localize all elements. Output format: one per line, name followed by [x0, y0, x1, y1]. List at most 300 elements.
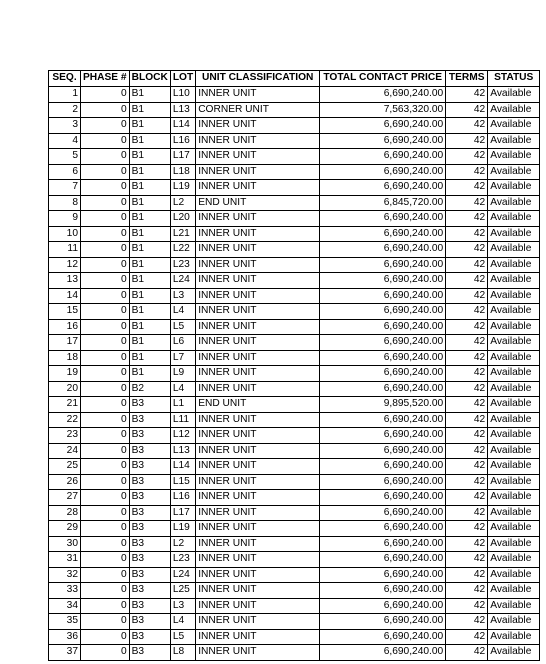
cell-seq: 15 — [49, 304, 81, 320]
cell-status: Available — [488, 257, 540, 273]
cell-phase: 0 — [81, 598, 130, 614]
header-unit-classification: UNIT CLASSIFICATION — [196, 71, 320, 87]
cell-block: B3 — [129, 459, 170, 475]
cell-seq: 36 — [49, 629, 81, 645]
cell-seq: 24 — [49, 443, 81, 459]
cell-terms: 42 — [446, 459, 488, 475]
cell-total-contact-price: 6,690,240.00 — [320, 164, 446, 180]
cell-phase: 0 — [81, 87, 130, 103]
cell-seq: 32 — [49, 567, 81, 583]
cell-total-contact-price: 6,690,240.00 — [320, 319, 446, 335]
cell-status: Available — [488, 629, 540, 645]
cell-terms: 42 — [446, 211, 488, 227]
cell-terms: 42 — [446, 288, 488, 304]
cell-terms: 42 — [446, 87, 488, 103]
cell-lot: L1 — [170, 397, 195, 413]
cell-total-contact-price: 6,690,240.00 — [320, 257, 446, 273]
cell-total-contact-price: 6,690,240.00 — [320, 645, 446, 661]
cell-terms: 42 — [446, 304, 488, 320]
cell-block: B3 — [129, 629, 170, 645]
cell-total-contact-price: 6,690,240.00 — [320, 459, 446, 475]
cell-phase: 0 — [81, 412, 130, 428]
cell-lot: L4 — [170, 381, 195, 397]
header-total-contact-price: TOTAL CONTACT PRICE — [320, 71, 446, 87]
cell-unit-classification: INNER UNIT — [196, 257, 320, 273]
cell-phase: 0 — [81, 490, 130, 506]
cell-total-contact-price: 6,690,240.00 — [320, 629, 446, 645]
cell-lot: L20 — [170, 211, 195, 227]
cell-block: B3 — [129, 614, 170, 630]
cell-seq: 18 — [49, 350, 81, 366]
cell-lot: L24 — [170, 567, 195, 583]
cell-status: Available — [488, 583, 540, 599]
cell-unit-classification: INNER UNIT — [196, 335, 320, 351]
header-lot: LOT — [170, 71, 195, 87]
cell-block: B3 — [129, 490, 170, 506]
table-row — [49, 521, 540, 537]
cell-terms: 42 — [446, 149, 488, 165]
cell-status: Available — [488, 366, 540, 382]
cell-phase: 0 — [81, 505, 130, 521]
cell-lot: L18 — [170, 164, 195, 180]
cell-total-contact-price: 6,690,240.00 — [320, 614, 446, 630]
cell-terms: 42 — [446, 397, 488, 413]
cell-phase: 0 — [81, 102, 130, 118]
header-phase: PHASE # — [81, 71, 130, 87]
cell-phase: 0 — [81, 226, 130, 242]
cell-unit-classification: INNER UNIT — [196, 180, 320, 196]
cell-block: B3 — [129, 598, 170, 614]
cell-seq: 2 — [49, 102, 81, 118]
cell-lot: L6 — [170, 335, 195, 351]
header-status: STATUS — [488, 71, 540, 87]
cell-seq: 14 — [49, 288, 81, 304]
cell-status: Available — [488, 102, 540, 118]
cell-status: Available — [488, 226, 540, 242]
cell-total-contact-price: 6,690,240.00 — [320, 87, 446, 103]
cell-unit-classification: CORNER UNIT — [196, 102, 320, 118]
table-row — [49, 149, 540, 165]
table-row — [49, 118, 540, 134]
cell-status: Available — [488, 459, 540, 475]
cell-status: Available — [488, 381, 540, 397]
cell-phase: 0 — [81, 536, 130, 552]
table-row — [49, 505, 540, 521]
header-terms: TERMS — [446, 71, 488, 87]
cell-phase: 0 — [81, 118, 130, 134]
cell-seq: 10 — [49, 226, 81, 242]
cell-status: Available — [488, 319, 540, 335]
cell-terms: 42 — [446, 567, 488, 583]
cell-total-contact-price: 6,690,240.00 — [320, 443, 446, 459]
table-row — [49, 180, 540, 196]
cell-seq: 26 — [49, 474, 81, 490]
cell-total-contact-price: 6,690,240.00 — [320, 133, 446, 149]
cell-lot: L16 — [170, 133, 195, 149]
cell-lot: L19 — [170, 180, 195, 196]
cell-lot: L23 — [170, 552, 195, 568]
cell-seq: 27 — [49, 490, 81, 506]
cell-status: Available — [488, 335, 540, 351]
cell-total-contact-price: 9,895,520.00 — [320, 397, 446, 413]
cell-status: Available — [488, 273, 540, 289]
cell-total-contact-price: 6,690,240.00 — [320, 335, 446, 351]
cell-terms: 42 — [446, 552, 488, 568]
cell-phase: 0 — [81, 180, 130, 196]
cell-block: B1 — [129, 195, 170, 211]
cell-lot: L15 — [170, 474, 195, 490]
cell-unit-classification: INNER UNIT — [196, 164, 320, 180]
cell-lot: L14 — [170, 459, 195, 475]
cell-unit-classification: INNER UNIT — [196, 598, 320, 614]
cell-status: Available — [488, 87, 540, 103]
cell-block: B1 — [129, 288, 170, 304]
cell-phase: 0 — [81, 521, 130, 537]
header-row — [49, 71, 540, 87]
cell-terms: 42 — [446, 645, 488, 661]
cell-terms: 42 — [446, 335, 488, 351]
cell-block: B1 — [129, 257, 170, 273]
table-row — [49, 164, 540, 180]
cell-seq: 30 — [49, 536, 81, 552]
cell-terms: 42 — [446, 629, 488, 645]
cell-phase: 0 — [81, 645, 130, 661]
cell-total-contact-price: 6,690,240.00 — [320, 273, 446, 289]
cell-lot: L4 — [170, 614, 195, 630]
price-list-sheet — [48, 70, 540, 661]
cell-status: Available — [488, 350, 540, 366]
table-row — [49, 195, 540, 211]
cell-block: B3 — [129, 567, 170, 583]
cell-seq: 9 — [49, 211, 81, 227]
table-row — [49, 319, 540, 335]
table-row — [49, 226, 540, 242]
cell-status: Available — [488, 614, 540, 630]
table-row — [49, 598, 540, 614]
price-list-table — [48, 70, 540, 661]
cell-lot: L12 — [170, 428, 195, 444]
cell-total-contact-price: 6,690,240.00 — [320, 505, 446, 521]
cell-block: B1 — [129, 87, 170, 103]
cell-lot: L19 — [170, 521, 195, 537]
cell-unit-classification: INNER UNIT — [196, 443, 320, 459]
cell-phase: 0 — [81, 149, 130, 165]
table-row — [49, 304, 540, 320]
table-row — [49, 273, 540, 289]
cell-terms: 42 — [446, 242, 488, 258]
table-row — [49, 412, 540, 428]
cell-block: B1 — [129, 149, 170, 165]
cell-seq: 23 — [49, 428, 81, 444]
cell-seq: 4 — [49, 133, 81, 149]
cell-unit-classification: INNER UNIT — [196, 474, 320, 490]
header-seq: SEQ. — [49, 71, 81, 87]
cell-terms: 42 — [446, 428, 488, 444]
cell-total-contact-price: 6,690,240.00 — [320, 474, 446, 490]
cell-block: B1 — [129, 319, 170, 335]
table-row — [49, 242, 540, 258]
table-body — [49, 87, 540, 661]
cell-status: Available — [488, 397, 540, 413]
cell-block: B3 — [129, 412, 170, 428]
cell-lot: L22 — [170, 242, 195, 258]
cell-unit-classification: INNER UNIT — [196, 381, 320, 397]
cell-block: B1 — [129, 242, 170, 258]
cell-seq: 35 — [49, 614, 81, 630]
cell-terms: 42 — [446, 412, 488, 428]
cell-block: B1 — [129, 133, 170, 149]
cell-block: B1 — [129, 118, 170, 134]
cell-phase: 0 — [81, 614, 130, 630]
cell-block: B1 — [129, 211, 170, 227]
cell-status: Available — [488, 304, 540, 320]
cell-unit-classification: INNER UNIT — [196, 629, 320, 645]
table-row — [49, 629, 540, 645]
cell-unit-classification: END UNIT — [196, 195, 320, 211]
cell-total-contact-price: 6,690,240.00 — [320, 118, 446, 134]
cell-seq: 1 — [49, 87, 81, 103]
cell-unit-classification: END UNIT — [196, 397, 320, 413]
cell-block: B3 — [129, 583, 170, 599]
cell-status: Available — [488, 645, 540, 661]
cell-lot: L3 — [170, 598, 195, 614]
cell-block: B1 — [129, 226, 170, 242]
cell-status: Available — [488, 195, 540, 211]
cell-seq: 5 — [49, 149, 81, 165]
cell-seq: 19 — [49, 366, 81, 382]
cell-phase: 0 — [81, 443, 130, 459]
cell-seq: 6 — [49, 164, 81, 180]
cell-block: B3 — [129, 536, 170, 552]
cell-seq: 28 — [49, 505, 81, 521]
cell-phase: 0 — [81, 164, 130, 180]
cell-lot: L11 — [170, 412, 195, 428]
table-row — [49, 428, 540, 444]
cell-block: B1 — [129, 180, 170, 196]
cell-terms: 42 — [446, 226, 488, 242]
cell-terms: 42 — [446, 598, 488, 614]
cell-terms: 42 — [446, 583, 488, 599]
cell-phase: 0 — [81, 397, 130, 413]
cell-unit-classification: INNER UNIT — [196, 614, 320, 630]
cell-unit-classification: INNER UNIT — [196, 133, 320, 149]
cell-total-contact-price: 6,690,240.00 — [320, 412, 446, 428]
cell-terms: 42 — [446, 490, 488, 506]
cell-seq: 20 — [49, 381, 81, 397]
cell-block: B3 — [129, 552, 170, 568]
cell-block: B3 — [129, 474, 170, 490]
cell-unit-classification: INNER UNIT — [196, 242, 320, 258]
table-row — [49, 645, 540, 661]
cell-seq: 33 — [49, 583, 81, 599]
cell-lot: L2 — [170, 536, 195, 552]
cell-seq: 7 — [49, 180, 81, 196]
cell-terms: 42 — [446, 257, 488, 273]
cell-phase: 0 — [81, 195, 130, 211]
cell-block: B1 — [129, 164, 170, 180]
cell-status: Available — [488, 164, 540, 180]
cell-unit-classification: INNER UNIT — [196, 273, 320, 289]
cell-lot: L2 — [170, 195, 195, 211]
table-row — [49, 257, 540, 273]
cell-status: Available — [488, 428, 540, 444]
cell-status: Available — [488, 118, 540, 134]
cell-total-contact-price: 6,690,240.00 — [320, 490, 446, 506]
cell-terms: 42 — [446, 319, 488, 335]
cell-block: B3 — [129, 521, 170, 537]
table-row — [49, 536, 540, 552]
table-row — [49, 133, 540, 149]
table-row — [49, 397, 540, 413]
cell-seq: 31 — [49, 552, 81, 568]
cell-terms: 42 — [446, 180, 488, 196]
cell-phase: 0 — [81, 288, 130, 304]
cell-status: Available — [488, 211, 540, 227]
cell-phase: 0 — [81, 428, 130, 444]
cell-unit-classification: INNER UNIT — [196, 288, 320, 304]
cell-phase: 0 — [81, 319, 130, 335]
cell-unit-classification: INNER UNIT — [196, 521, 320, 537]
cell-terms: 42 — [446, 102, 488, 118]
cell-total-contact-price: 6,690,240.00 — [320, 521, 446, 537]
cell-terms: 42 — [446, 366, 488, 382]
cell-terms: 42 — [446, 474, 488, 490]
cell-total-contact-price: 6,690,240.00 — [320, 552, 446, 568]
cell-lot: L9 — [170, 366, 195, 382]
cell-block: B1 — [129, 335, 170, 351]
cell-terms: 42 — [446, 133, 488, 149]
cell-seq: 25 — [49, 459, 81, 475]
cell-terms: 42 — [446, 521, 488, 537]
cell-phase: 0 — [81, 350, 130, 366]
table-row — [49, 443, 540, 459]
cell-lot: L25 — [170, 583, 195, 599]
table-row — [49, 552, 540, 568]
cell-total-contact-price: 7,563,320.00 — [320, 102, 446, 118]
table-row — [49, 459, 540, 475]
cell-unit-classification: INNER UNIT — [196, 490, 320, 506]
cell-phase: 0 — [81, 366, 130, 382]
cell-unit-classification: INNER UNIT — [196, 428, 320, 444]
cell-status: Available — [488, 149, 540, 165]
cell-unit-classification: INNER UNIT — [196, 459, 320, 475]
cell-phase: 0 — [81, 304, 130, 320]
table-row — [49, 87, 540, 103]
header-block: BLOCK — [129, 71, 170, 87]
cell-terms: 42 — [446, 350, 488, 366]
cell-phase: 0 — [81, 133, 130, 149]
table-row — [49, 614, 540, 630]
cell-total-contact-price: 6,690,240.00 — [320, 381, 446, 397]
cell-status: Available — [488, 598, 540, 614]
cell-lot: L10 — [170, 87, 195, 103]
cell-block: B3 — [129, 645, 170, 661]
cell-unit-classification: INNER UNIT — [196, 350, 320, 366]
cell-status: Available — [488, 133, 540, 149]
cell-unit-classification: INNER UNIT — [196, 645, 320, 661]
cell-status: Available — [488, 552, 540, 568]
cell-unit-classification: INNER UNIT — [196, 304, 320, 320]
table-row — [49, 288, 540, 304]
cell-lot: L24 — [170, 273, 195, 289]
cell-lot: L4 — [170, 304, 195, 320]
cell-status: Available — [488, 180, 540, 196]
cell-lot: L8 — [170, 645, 195, 661]
cell-status: Available — [488, 412, 540, 428]
cell-seq: 8 — [49, 195, 81, 211]
cell-lot: L13 — [170, 102, 195, 118]
cell-total-contact-price: 6,690,240.00 — [320, 598, 446, 614]
cell-lot: L14 — [170, 118, 195, 134]
cell-unit-classification: INNER UNIT — [196, 583, 320, 599]
cell-total-contact-price: 6,690,240.00 — [320, 288, 446, 304]
cell-terms: 42 — [446, 381, 488, 397]
table-row — [49, 335, 540, 351]
cell-status: Available — [488, 474, 540, 490]
cell-block: B1 — [129, 273, 170, 289]
cell-total-contact-price: 6,690,240.00 — [320, 149, 446, 165]
cell-phase: 0 — [81, 629, 130, 645]
table-row — [49, 583, 540, 599]
cell-seq: 12 — [49, 257, 81, 273]
cell-total-contact-price: 6,690,240.00 — [320, 242, 446, 258]
cell-terms: 42 — [446, 164, 488, 180]
cell-status: Available — [488, 242, 540, 258]
table-row — [49, 211, 540, 227]
cell-lot: L3 — [170, 288, 195, 304]
cell-terms: 42 — [446, 195, 488, 211]
cell-status: Available — [488, 490, 540, 506]
cell-unit-classification: INNER UNIT — [196, 118, 320, 134]
cell-total-contact-price: 6,845,720.00 — [320, 195, 446, 211]
table-row — [49, 474, 540, 490]
cell-block: B3 — [129, 505, 170, 521]
cell-phase: 0 — [81, 257, 130, 273]
cell-phase: 0 — [81, 242, 130, 258]
cell-lot: L23 — [170, 257, 195, 273]
cell-phase: 0 — [81, 552, 130, 568]
cell-phase: 0 — [81, 211, 130, 227]
cell-seq: 11 — [49, 242, 81, 258]
cell-total-contact-price: 6,690,240.00 — [320, 304, 446, 320]
cell-total-contact-price: 6,690,240.00 — [320, 567, 446, 583]
cell-status: Available — [488, 443, 540, 459]
cell-phase: 0 — [81, 459, 130, 475]
cell-unit-classification: INNER UNIT — [196, 567, 320, 583]
cell-total-contact-price: 6,690,240.00 — [320, 536, 446, 552]
table-row — [49, 366, 540, 382]
cell-seq: 3 — [49, 118, 81, 134]
cell-total-contact-price: 6,690,240.00 — [320, 180, 446, 196]
table-header — [49, 71, 540, 87]
cell-lot: L13 — [170, 443, 195, 459]
cell-seq: 34 — [49, 598, 81, 614]
cell-block: B1 — [129, 102, 170, 118]
cell-terms: 42 — [446, 505, 488, 521]
cell-status: Available — [488, 521, 540, 537]
cell-seq: 22 — [49, 412, 81, 428]
table-row — [49, 567, 540, 583]
cell-total-contact-price: 6,690,240.00 — [320, 226, 446, 242]
cell-terms: 42 — [446, 443, 488, 459]
cell-phase: 0 — [81, 474, 130, 490]
cell-unit-classification: INNER UNIT — [196, 226, 320, 242]
cell-lot: L5 — [170, 319, 195, 335]
cell-unit-classification: INNER UNIT — [196, 505, 320, 521]
cell-phase: 0 — [81, 381, 130, 397]
cell-block: B3 — [129, 443, 170, 459]
cell-phase: 0 — [81, 273, 130, 289]
